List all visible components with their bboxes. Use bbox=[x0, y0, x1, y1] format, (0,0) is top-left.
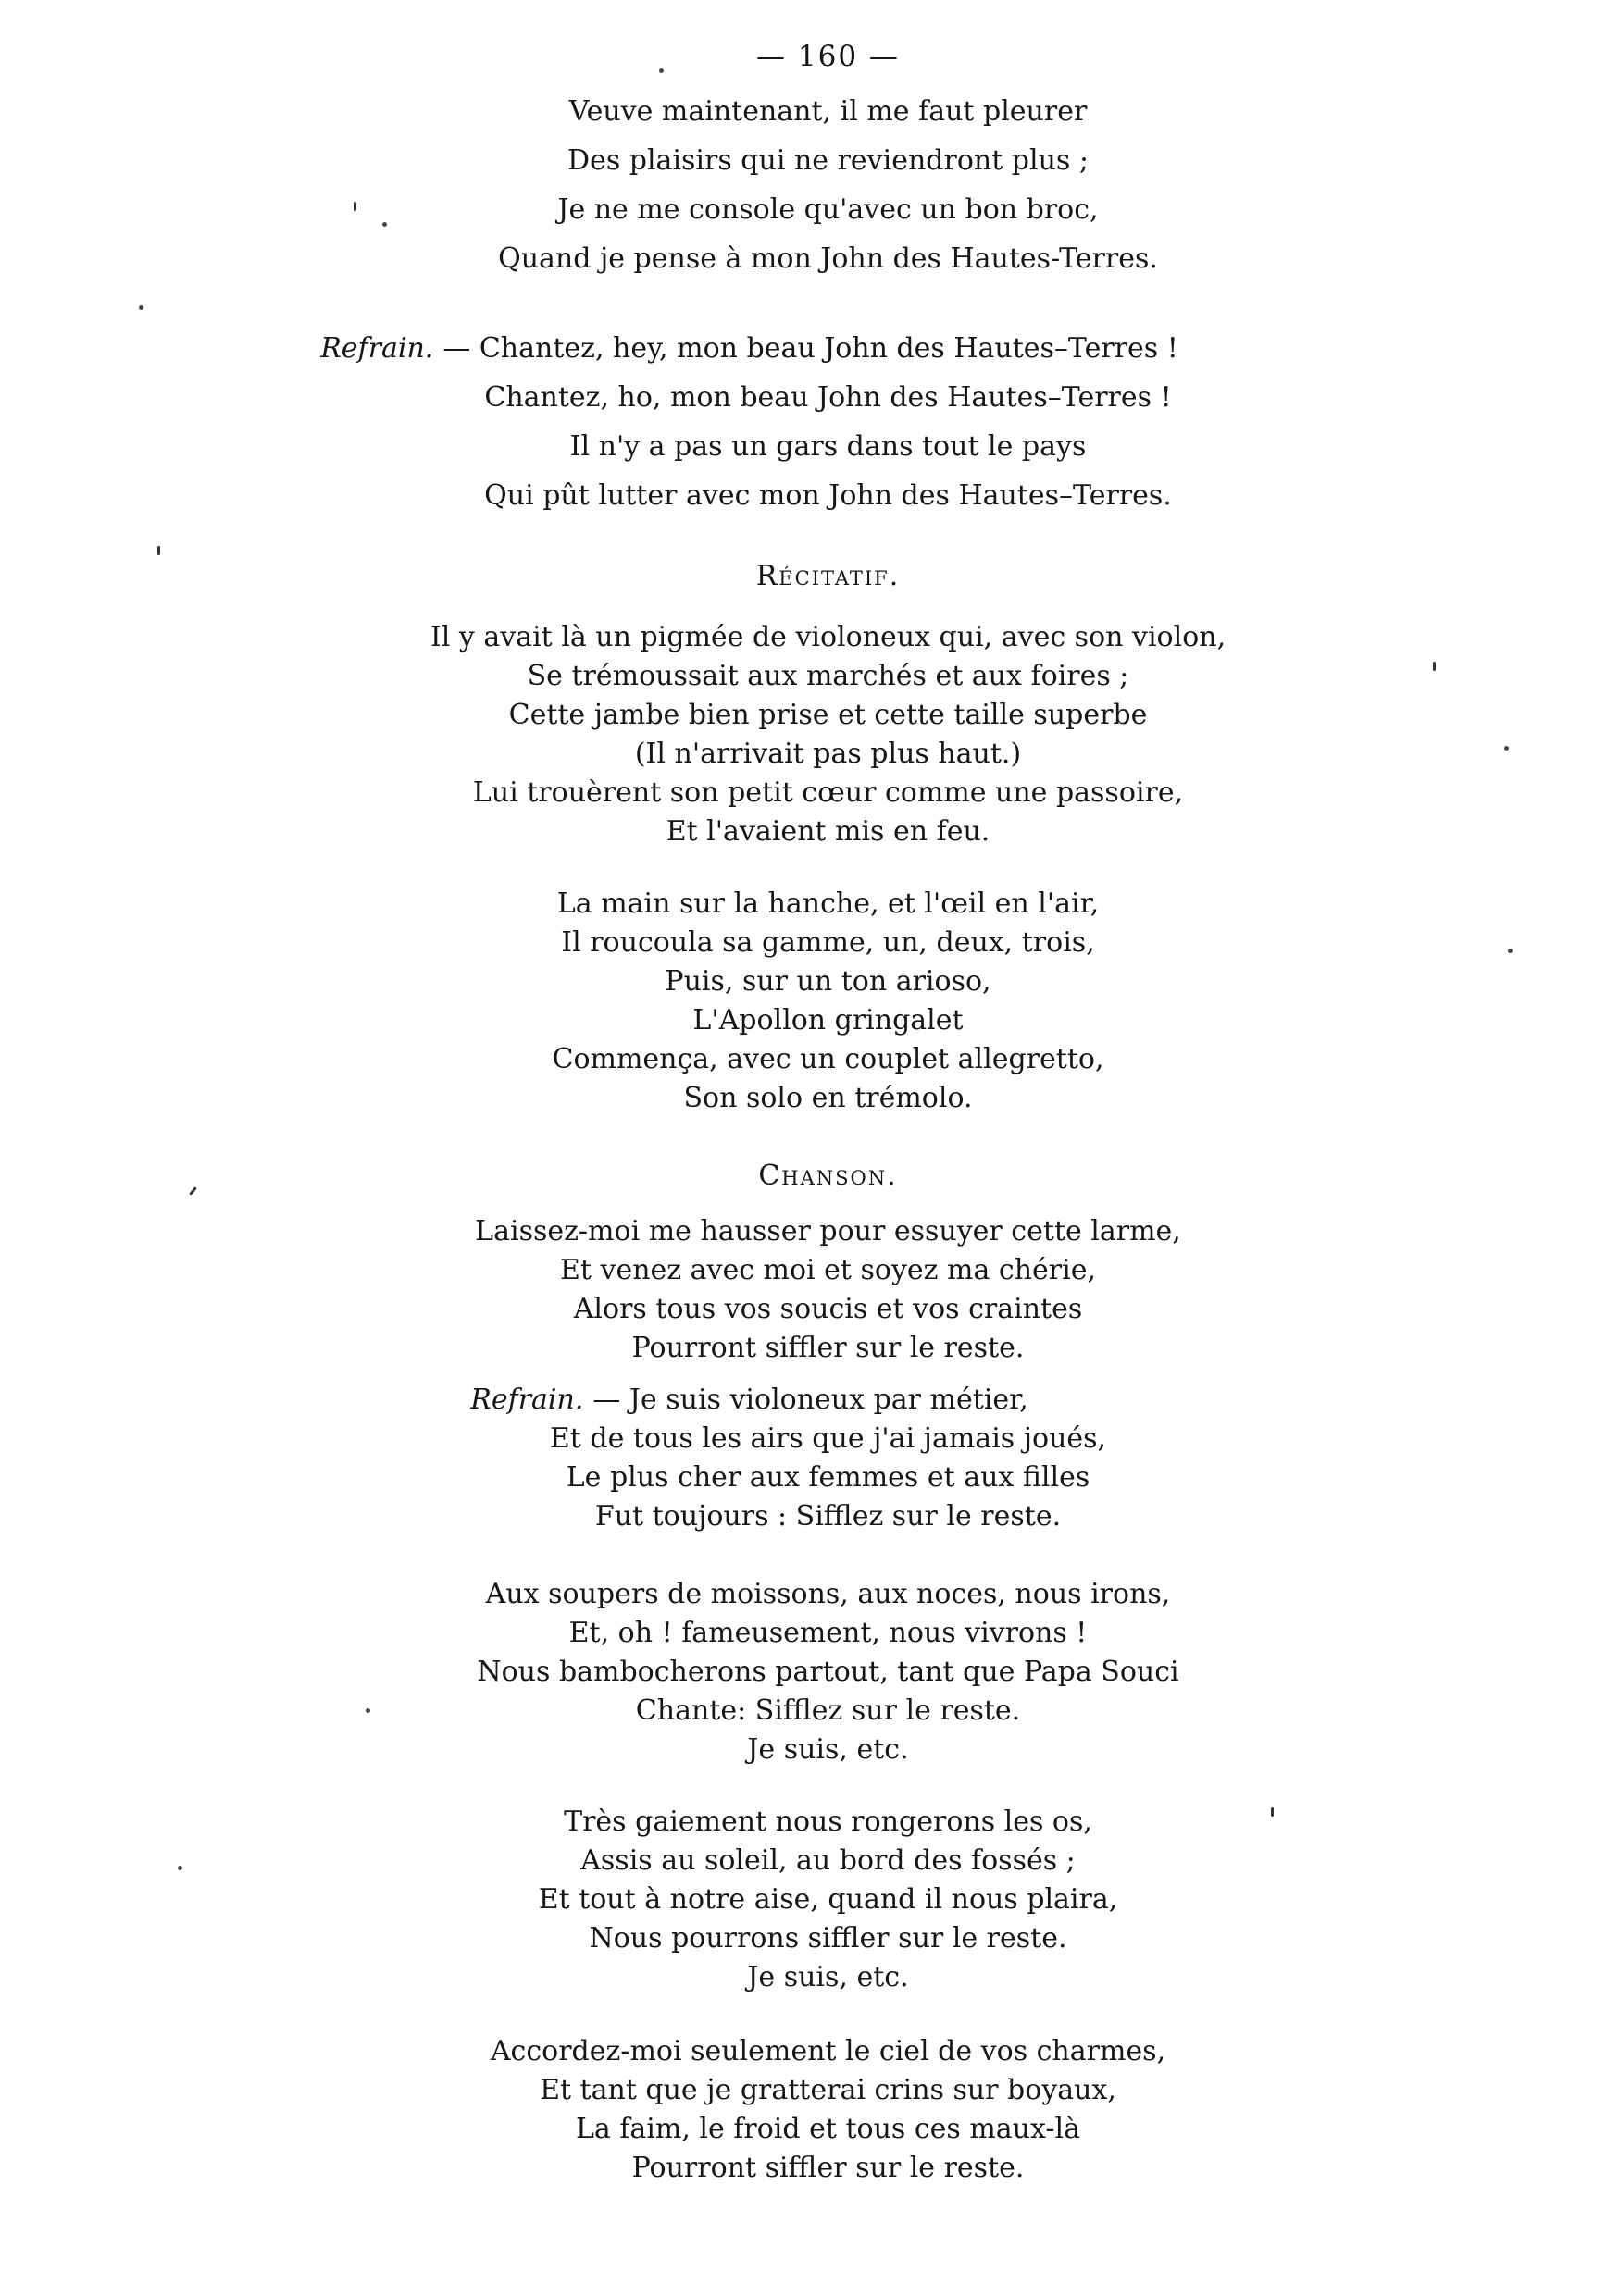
stanza-chanson-1 bbox=[19, 1212, 1619, 1368]
verse-line: Et l'avaient mis en feu. bbox=[666, 815, 990, 848]
verse-line: Le plus cher aux femmes et aux filles bbox=[566, 1461, 1090, 1494]
refrain-label: Refrain. bbox=[470, 1384, 584, 1416]
refrain-line bbox=[0, 1381, 1559, 1420]
verse-line: Son solo en trémolo. bbox=[683, 1082, 973, 1114]
section-heading-chanson: Chanson. bbox=[758, 1160, 898, 1192]
verse-line: Quand je pense à mon John des Hautes-Terres. bbox=[498, 242, 1158, 275]
verse-line: Accordez-moi seulement le ciel de vos charmes, bbox=[490, 2035, 1166, 2067]
stanza-opening bbox=[19, 87, 1619, 283]
verse-line: L'Apollon gringalet bbox=[692, 1004, 964, 1036]
stanza-chanson-3 bbox=[19, 1803, 1619, 1997]
refrain-first-block bbox=[19, 324, 1619, 520]
verse-line: Et, oh ! fameusement, nous vivrons ! bbox=[568, 1617, 1088, 1649]
verse-line: Fut toujours : Sifflez sur le reste. bbox=[594, 1500, 1062, 1533]
verse-line: Alors tous vos soucis et vos craintes bbox=[573, 1293, 1083, 1325]
refrain-line bbox=[0, 324, 1559, 373]
refrain-second-block bbox=[19, 1381, 1619, 1536]
verse-line: Il roucoula sa gamme, un, deux, trois, bbox=[561, 926, 1095, 959]
verse-line: Chante: Sifflez sur le reste. bbox=[635, 1694, 1021, 1727]
verse-line: Nous bambocherons partout, tant que Papa Souci bbox=[477, 1656, 1179, 1688]
verse-line: Qui pût lutter avec mon John des Hautes–Terres. bbox=[484, 479, 1172, 512]
verse-line: Et tout à notre aise, quand il nous plaira, bbox=[538, 1883, 1118, 1916]
refrain-line-text: — Je suis violoneux par métier, bbox=[592, 1384, 1028, 1416]
refrain-label: Refrain. bbox=[320, 332, 434, 365]
verse-line: Laissez-moi me hausser pour essuyer cette larme, bbox=[475, 1215, 1181, 1247]
verse-line: Des plaisirs qui ne reviendront plus ; bbox=[567, 144, 1089, 177]
verse-line: Je suis, etc. bbox=[747, 1961, 909, 1993]
verse-line: Assis au soleil, au bord des fossés ; bbox=[580, 1844, 1076, 1877]
verse-line: Et tant que je gratterai crins sur boyaux, bbox=[540, 2074, 1116, 2106]
verse-line: Pourront siffler sur le reste. bbox=[631, 1332, 1025, 1364]
stanza-chanson-4 bbox=[19, 2032, 1619, 2188]
verse-line: Il y avait là un pigmée de violoneux qui, avec son violon, bbox=[430, 621, 1227, 653]
page-content bbox=[19, 0, 1619, 2188]
stanza-recitatif-2 bbox=[19, 885, 1619, 1118]
verse-line: Pourront siffler sur le reste. bbox=[631, 2152, 1025, 2184]
verse-line: Je suis, etc. bbox=[747, 1733, 909, 1766]
verse-line: Je ne me console qu'avec un bon broc, bbox=[557, 193, 1099, 226]
verse-line: Commença, avec un couplet allegretto, bbox=[552, 1043, 1104, 1075]
verse-line: Et de tous les airs que j'ai jamais joués, bbox=[549, 1422, 1107, 1455]
verse-line: Il n'y a pas un gars dans tout le pays bbox=[569, 430, 1087, 463]
verse-line: La main sur la hanche, et l'œil en l'air, bbox=[556, 887, 1100, 920]
stanza-recitatif-1 bbox=[19, 618, 1619, 851]
page-number: — 160 — bbox=[756, 40, 900, 73]
verse-line: (Il n'arrivait pas plus haut.) bbox=[634, 738, 1022, 770]
stanza-chanson-2 bbox=[19, 1575, 1619, 1769]
verse-line: Nous pourrons siffler sur le reste. bbox=[589, 1922, 1067, 1955]
refrain-line-text: — Chantez, hey, mon beau John des Hautes–Terres ! bbox=[442, 332, 1178, 365]
verse-line: Aux soupers de moissons, aux noces, nous irons, bbox=[485, 1578, 1171, 1610]
verse-line: Puis, sur un ton arioso, bbox=[665, 965, 991, 998]
verse-line: Chantez, ho, mon beau John des Hautes–Terres ! bbox=[484, 381, 1172, 414]
verse-line: Se trémoussait aux marchés et aux foires ; bbox=[527, 660, 1129, 692]
verse-line: Veuve maintenant, il me faut pleurer bbox=[568, 95, 1088, 128]
verse-line: Et venez avec moi et soyez ma chérie, bbox=[560, 1254, 1096, 1286]
verse-line: Très gaiement nous rongerons les os, bbox=[564, 1806, 1092, 1838]
section-heading-recitatif: Récitatif. bbox=[755, 560, 901, 592]
verse-line: Cette jambe bien prise et cette taille superbe bbox=[508, 699, 1148, 731]
verse-line: Lui trouèrent son petit cœur comme une passoire, bbox=[472, 776, 1184, 809]
verse-line: La faim, le froid et tous ces maux-là bbox=[575, 2113, 1081, 2145]
